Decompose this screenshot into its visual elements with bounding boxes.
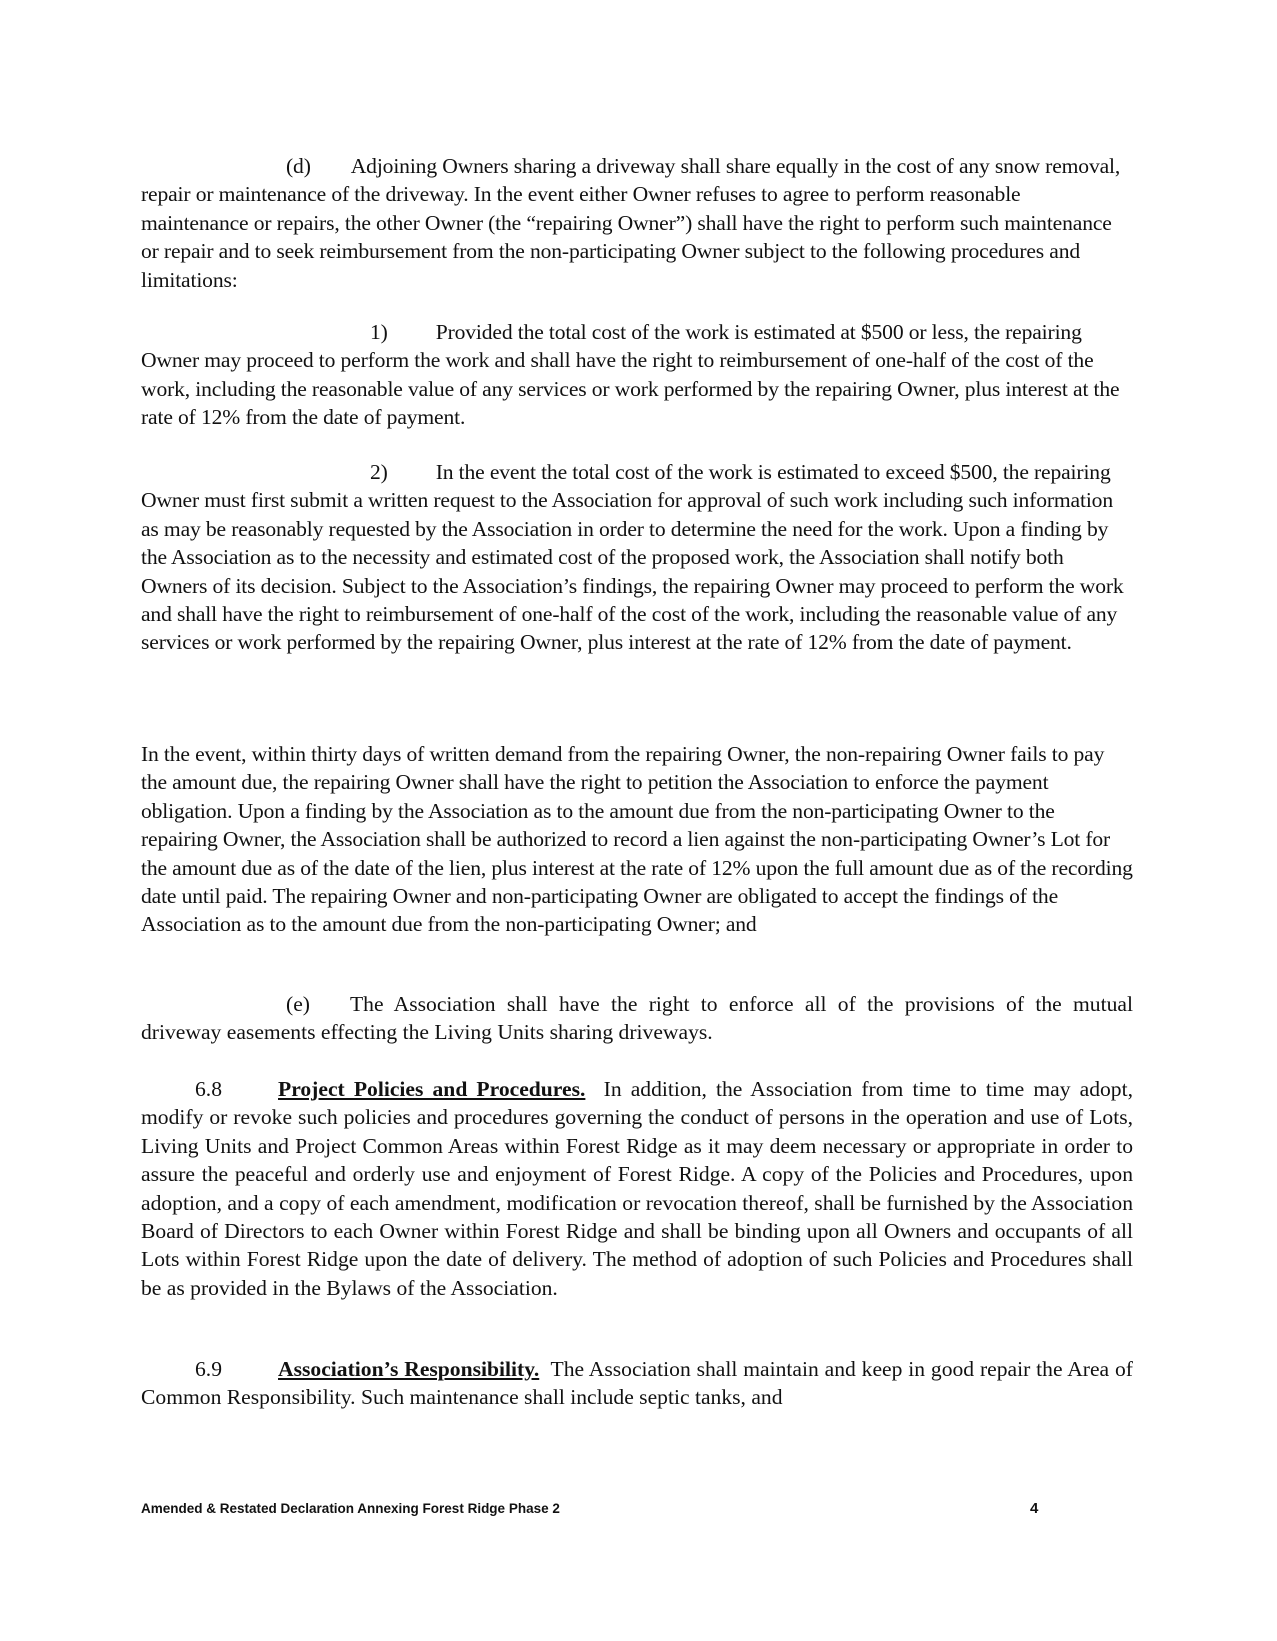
item-1 xyxy=(141,318,1133,432)
section-6-8-text: In addition, the Association from time to time may adopt, modify or revoke such policies and procedures governing the conduct of persons in the operation and use of Lots, Living Units and Project Common Areas within Forest Ridge as it may deem necessary or appropriate in order to assure the peaceful and orderly use and enjoyment of Forest Ridge. A copy of the Policies and Procedures, upon adoption, and a copy of each amendment, modification or revocation thereof, shall be furnished by the Association Board of Directors to each Owner within Forest Ridge and shall be binding upon all Owners and occupants of all Lots within Forest Ridge upon the date of delivery. The method of adoption of such Policies and Procedures shall be as provided in the Bylaws of the Association. xyxy=(141,1077,1134,1300)
section-6-8-heading: Project Policies and Procedures. xyxy=(278,1077,586,1101)
paragraph-event xyxy=(141,740,1133,939)
paragraph-e-label: (e) xyxy=(286,992,310,1016)
item-1-label: 1) xyxy=(370,320,388,344)
paragraph-d xyxy=(141,152,1133,294)
item-1-text: Provided the total cost of the work is estimated at $500 or less, the repairing Owner may proceed to perform the work and shall have the right to reimbursement of one-half of the cost of the work, including the reasonable value of any services or work performed by the repairing Owner, plus interest at the rate of 12% from the date of payment. xyxy=(141,320,1120,430)
item-2-text: In the event the total cost of the work is estimated to exceed $500, the repairing Owner must first submit a written request to the Association for approval of such work including such information as may be reasonably requested by the Association in order to determine the need for the work. Upon a finding by the Association as to the necessity and estimated cost of the proposed work, the Association shall notify both Owners of its decision. Subject to the Association’s findings, the repairing Owner may proceed to perform the work and shall have the right to reimbursement of one-half of the cost of the work, including the reasonable value of any services or work performed by the repairing Owner, plus interest at the rate of 12% from the date of payment. xyxy=(141,460,1124,655)
footer-title: Amended & Restated Declaration Annexing Forest Ridge Phase 2 xyxy=(141,1501,560,1516)
paragraph-event-text: In the event, within thirty days of written demand from the repairing Owner, the non-repairing Owner fails to pay the amount due, the repairing Owner shall have the right to petition the Association to enforce the payment obligation. Upon a finding by the Association as to the amount due from the non-participating Owner to the repairing Owner, the Association shall be authorized to record a lien against the non-participating Owner’s Lot for the amount due as of the date of the lien, plus interest at the rate of 12% upon the full amount due as of the recording date until paid. The repairing Owner and non-participating Owner are obligated to accept the findings of the Association as to the amount due from the non-participating Owner; and xyxy=(141,742,1133,937)
item-2 xyxy=(141,458,1133,657)
paragraph-d-text: Adjoining Owners sharing a driveway shall share equally in the cost of any snow removal, repair or maintenance of the driveway. In the event either Owner refuses to agree to perform reasonable maintenance or repairs, the other Owner (the “repairing Owner”) shall have the right to perform such maintenance or repair and to seek reimbursement from the non-participating Owner subject to the following procedures and limitations: xyxy=(141,154,1121,292)
section-6-8-number: 6.8 xyxy=(195,1077,222,1101)
paragraph-e-text: The Association shall have the right to enforce all of the provisions of the mutual driveway easements effecting the Living Units sharing driveways. xyxy=(141,992,1133,1045)
section-6-9-heading: Association’s Responsibility. xyxy=(278,1357,540,1381)
section-6-9-number: 6.9 xyxy=(195,1357,222,1381)
paragraph-e xyxy=(141,990,1133,1047)
paragraph-d-label: (d) xyxy=(286,154,311,178)
section-6-9-text: The Association shall maintain and keep in good repair the Area of Common Responsibility. Such maintenance shall include septic tanks, and xyxy=(141,1357,1133,1410)
section-6-9 xyxy=(141,1355,1133,1412)
page-number: 4 xyxy=(1030,1500,1039,1517)
item-2-label: 2) xyxy=(370,460,388,484)
section-6-8 xyxy=(141,1075,1133,1302)
